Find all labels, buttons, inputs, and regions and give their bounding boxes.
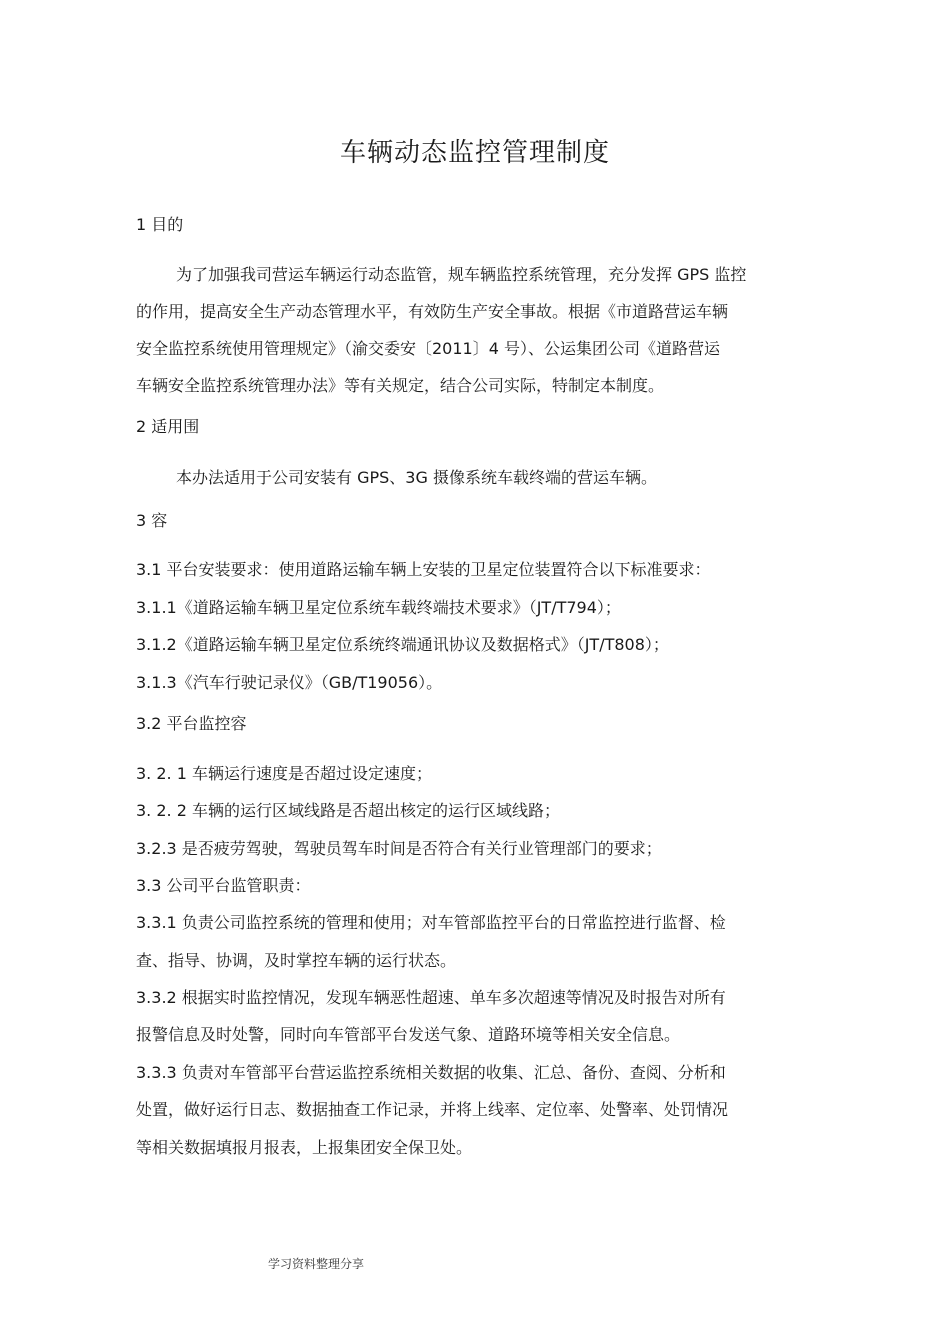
paragraph-line: 安全监控系统使用管理规定》（渝交委安〔2011〕4 号）、公运集团公司《道路营运 [136, 339, 720, 358]
clause-line: 处置，做好运行日志、数据抽查工作记录，并将上线率、定位率、处警率、处罚情况 [136, 1100, 729, 1119]
paragraph-line: 本办法适用于公司安装有 GPS、3G 摄像系统车载终端的营运车辆。 [176, 468, 657, 487]
clause-line: 3.3 公司平台监管职责： [136, 876, 311, 895]
clause-line: 3.2.3 是否疲劳驾驶，驾驶员驾车时间是否符合有关行业管理部门的要求； [136, 839, 662, 858]
paragraph-line: 为了加强我司营运车辆运行动态监管，规车辆监控系统管理，充分发挥 GPS 监控 [176, 265, 747, 284]
section-heading-content: 3 容 [136, 511, 168, 530]
page-footer: 学习资料整理分享 [268, 1257, 365, 1271]
section-heading-scope: 2 适用围 [136, 417, 200, 436]
clause-line: 3.1.1《道路运输车辆卫星定位系统车载终端技术要求》（JT/T794）； [136, 598, 621, 617]
clause-line: 3.1.2《道路运输车辆卫星定位系统终端通讯协议及数据格式》（JT/T808）； [136, 635, 669, 654]
clause-line: 3.1.3《汽车行驶记录仪》（GB/T19056）。 [136, 673, 443, 692]
section-heading-purpose: 1 目的 [136, 215, 184, 234]
clause-line: 3.1 平台安装要求：使用道路运输车辆上安装的卫星定位装置符合以下标准要求： [136, 560, 711, 579]
clause-line: 3.2 平台监控容 [136, 714, 247, 733]
clause-line: 查、指导、协调，及时掌控车辆的运行状态。 [136, 951, 457, 970]
clause-line: 3. 2. 2 车辆的运行区域线路是否超出核定的运行区域线路； [136, 801, 560, 820]
paragraph-line: 车辆安全监控系统管理办法》等有关规定，结合公司实际，特制定本制度。 [136, 376, 665, 395]
paragraph-line: 的作用，提高安全生产动态管理水平，有效防生产安全事故。根据《市道路营运车辆 [136, 302, 729, 321]
clause-line: 3.3.2 根据实时监控情况，发现车辆恶性超速、单车多次超速等情况及时报告对所有 [136, 988, 726, 1007]
clause-line: 3. 2. 1 车辆运行速度是否超过设定速度； [136, 764, 432, 783]
clause-line: 报警信息及时处警，同时向车管部平台发送气象、道路环境等相关安全信息。 [136, 1025, 681, 1044]
clause-line: 等相关数据填报月报表，上报集团安全保卫处。 [136, 1138, 473, 1157]
clause-line: 3.3.3 负责对车管部平台营运监控系统相关数据的收集、汇总、备份、查阅、分析和 [136, 1063, 726, 1082]
document-title: 车辆动态监控管理制度 [339, 138, 610, 168]
clause-line: 3.3.1 负责公司监控系统的管理和使用；对车管部监控平台的日常监控进行监督、检 [136, 913, 726, 932]
